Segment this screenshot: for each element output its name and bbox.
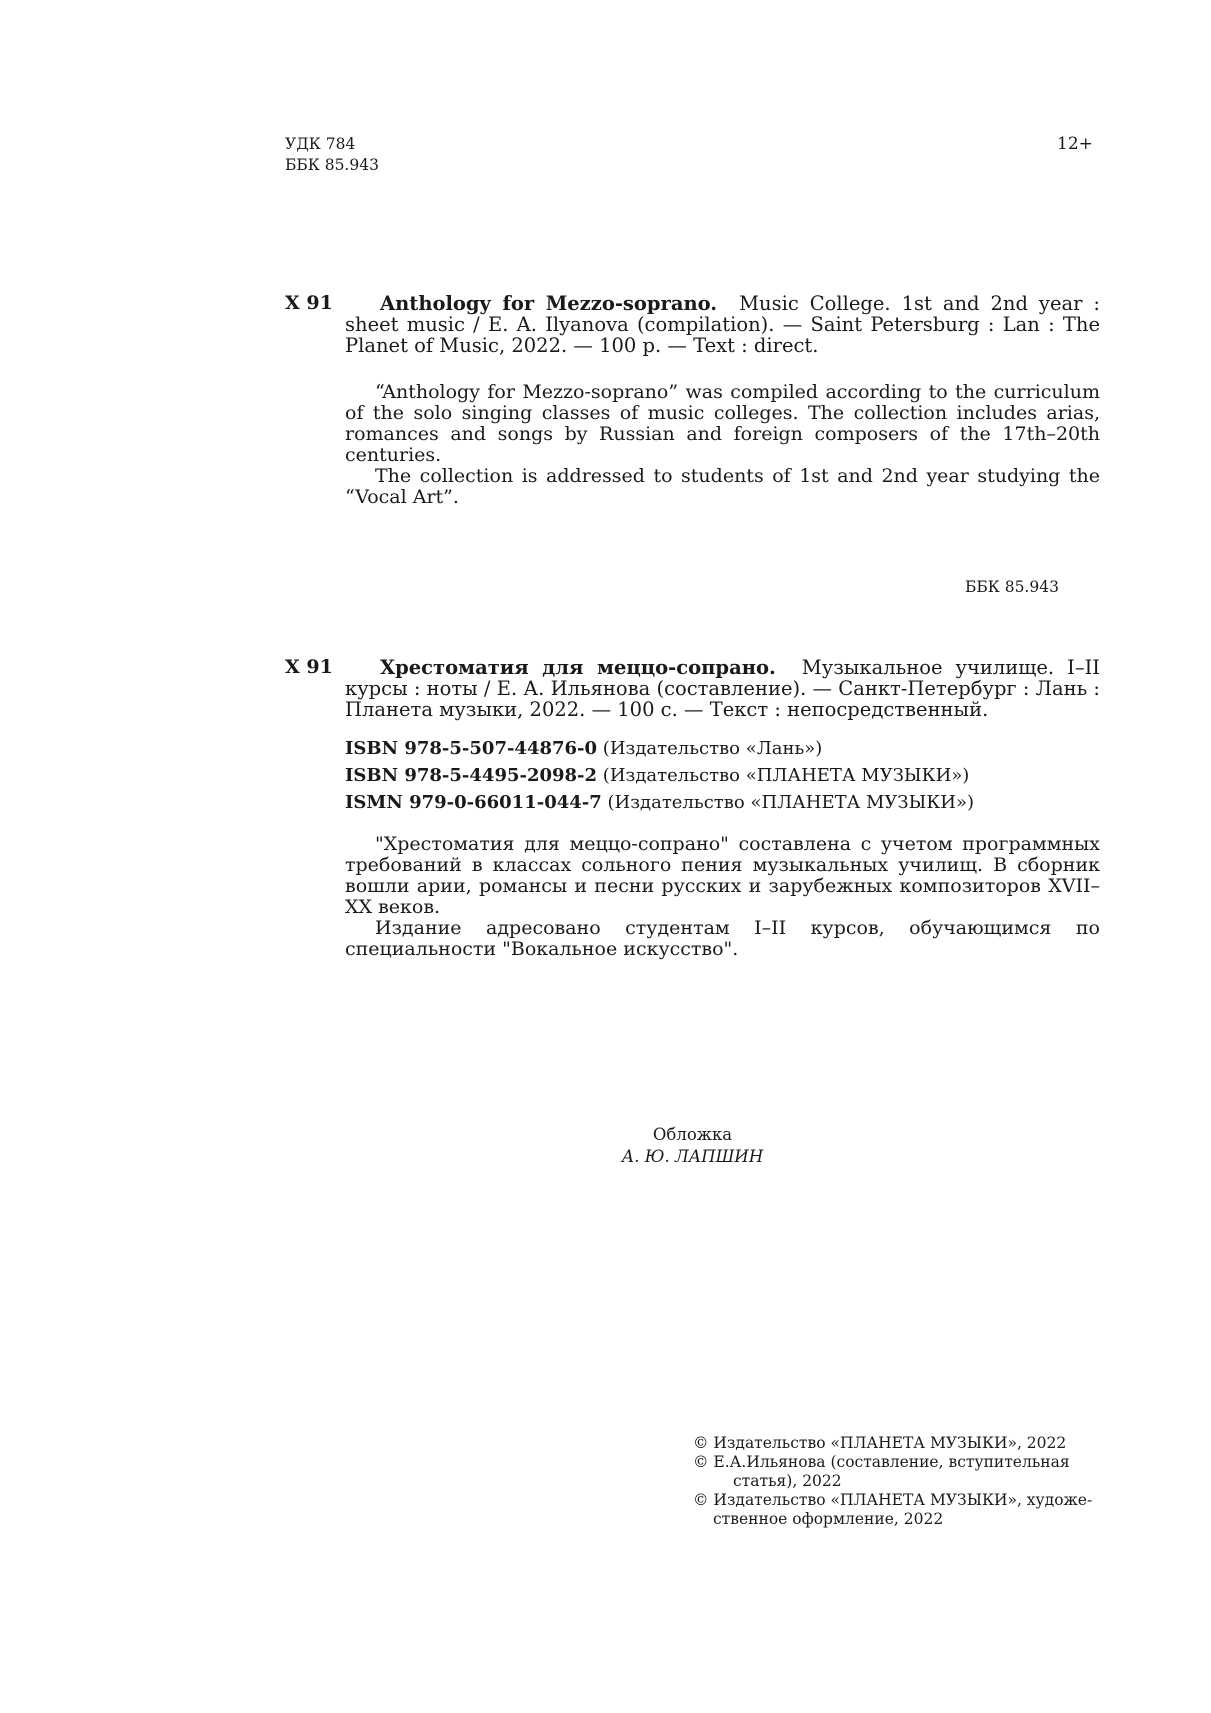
- russian-annotation-1: "Хрестоматия для меццо-сопрано" составлена с учетом программных требований в классах сольного пения музыкальных училищ. В сборник вошли арии, романсы и песни русских и зарубежных композиторов XVII–XX веков.: [345, 833, 1100, 918]
- english-annotation-1: “Anthology for Mezzo-soprano” was compiled according to the curriculum of the solo singing classes of music colleges. The collection includes arias, romances and songs by Russian and foreign composers of the 17th–20th centuries.: [345, 381, 1100, 466]
- english-record-code: Х 91: [285, 292, 333, 314]
- copyright-compiler: © Е.А.Ильянова (составление, вступительная: [693, 1453, 1070, 1471]
- age-rating: 12+: [1057, 134, 1093, 154]
- ismn-number: ISMN 979-0-66011-044-7: [345, 792, 602, 813]
- bbk-right: ББК 85.943: [965, 578, 1059, 596]
- copyright-compiler-cont: статья), 2022: [733, 1472, 842, 1490]
- copyright-design: © Издательство «ПЛАНЕТА МУЗЫКИ», художе-: [693, 1491, 1093, 1509]
- isbn-number: ISBN 978-5-4495-2098-2: [345, 765, 598, 786]
- russian-record-code: Х 91: [285, 656, 333, 678]
- copyright-block: [693, 1434, 1113, 1529]
- isbn-publisher: (Издательство «ПЛАНЕТА МУЗЫКИ»): [602, 765, 970, 786]
- russian-record-entry: [345, 657, 1100, 720]
- isbn-number: ISBN 978-5-507-44876-0: [345, 738, 598, 759]
- udk-code: УДК 784: [285, 135, 356, 153]
- isbn-publisher: (Издательство «Лань»): [602, 738, 823, 759]
- english-record-title: Anthology for Mezzo-soprano.: [380, 292, 718, 315]
- cover-artist: А. Ю. ЛАПШИН: [621, 1147, 764, 1166]
- isbn-line: [345, 762, 1100, 789]
- isbn-list: [345, 735, 1100, 816]
- english-record-entry: [345, 293, 1100, 356]
- cover-label: Обложка: [652, 1125, 733, 1144]
- bbk-code: ББК 85.943: [285, 156, 379, 174]
- copyright-design-cont: ственное оформление, 2022: [713, 1510, 944, 1528]
- cover-credit: [560, 1124, 825, 1168]
- isbn-line: [345, 735, 1100, 762]
- russian-annotation-2: Издание адресовано студентам I–II курсов, обучающимся по специальности "Вокальное искусство".: [345, 917, 1100, 960]
- ismn-line: [345, 789, 1100, 816]
- russian-record-description: Музыкальное училище. I–II курсы : ноты / Е. А. Ильянова (составление). — Санкт-Петербург : Лань : Планета музыки, 2022. — 100 с. — Текст : непосредственный.: [345, 656, 1100, 721]
- english-record-description: Music College. 1st and 2nd year : sheet music / E. A. Ilyanova (compilation). — Saint Petersburg : Lan : The Planet of Music, 2022. — 100 p. — Text : direct.: [345, 292, 1100, 357]
- russian-record-title: Хрестоматия для меццо-сопрано.: [380, 656, 776, 679]
- english-annotation-2: The collection is addressed to students of 1st and 2nd year studying the “Vocal Art”.: [345, 465, 1100, 508]
- ismn-publisher: (Издательство «ПЛАНЕТА МУЗЫКИ»): [607, 792, 975, 813]
- copyright-publisher: © Издательство «ПЛАНЕТА МУЗЫКИ», 2022: [693, 1434, 1067, 1452]
